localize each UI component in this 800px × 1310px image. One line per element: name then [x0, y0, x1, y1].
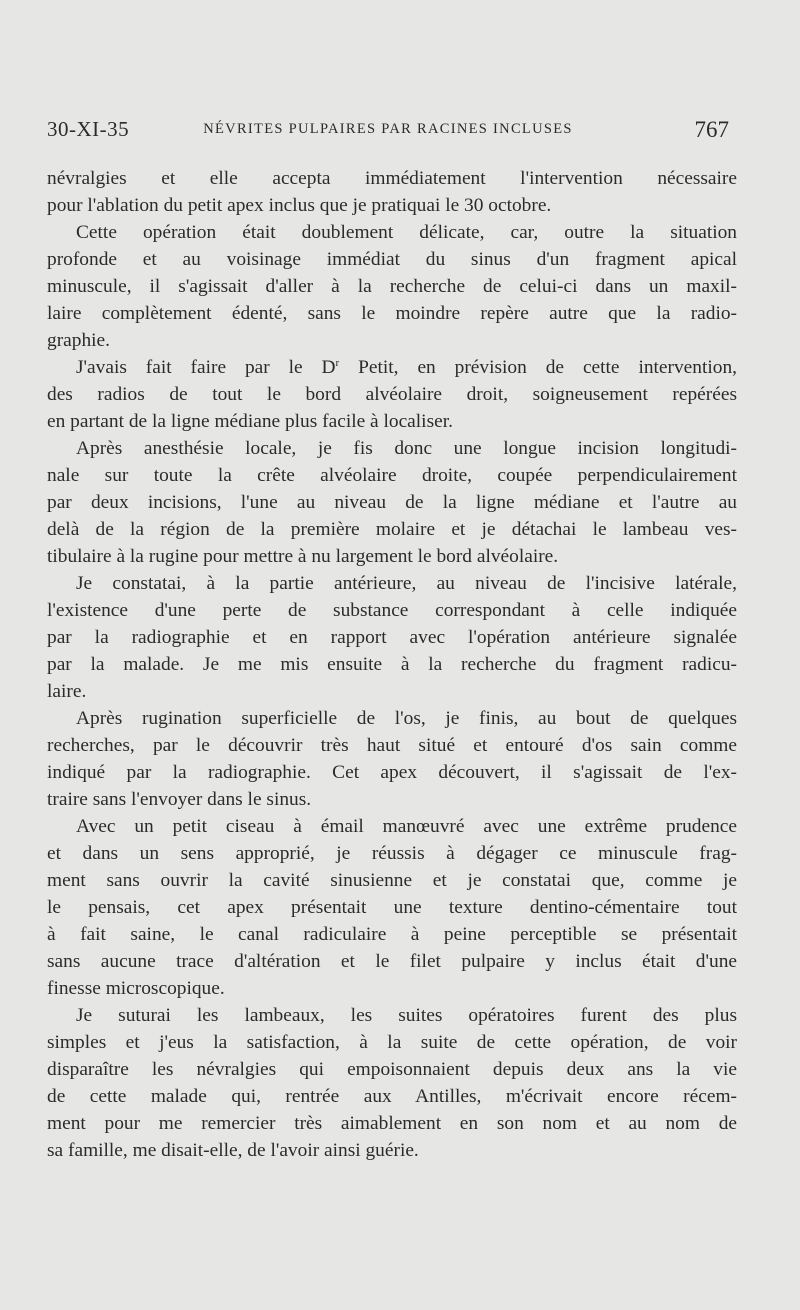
- text-line: pour l'ablation du petit apex inclus que je pratiquai le 30 octobre.: [47, 195, 552, 216]
- text-line: par deux incisions, l'une au niveau de la ligne médiane et l'autre au: [47, 492, 737, 513]
- paragraph-1: [47, 165, 737, 219]
- text-line: nale sur toute la crête alvéolaire droite, coupée perpendiculairement: [47, 465, 737, 486]
- header-date: 30-XI-35: [47, 117, 130, 141]
- text-line: Après rugination superficielle de l'os, je finis, au bout de quelques: [76, 708, 737, 729]
- text-line: sans aucune trace d'altération et le filet pulpaire y inclus était d'une: [47, 951, 737, 972]
- superscript: r: [335, 357, 340, 369]
- paragraph-2: [47, 219, 737, 354]
- paragraph-6: [47, 705, 737, 813]
- text-line: [47, 354, 737, 381]
- text-line: graphie.: [47, 330, 110, 351]
- text-line: laire complètement édenté, sans le moindre repère autre que la radio-: [47, 303, 737, 324]
- text-line: Avec un petit ciseau à émail manœuvré avec une extrême prudence: [76, 816, 737, 837]
- paragraph-4: [47, 435, 737, 570]
- text-line: tibulaire à la rugine pour mettre à nu largement le bord alvéolaire.: [47, 546, 559, 567]
- text-line: ment sans ouvrir la cavité sinusienne et je constatai que, comme je: [47, 870, 737, 891]
- text-fragment: J'avais fait faire par le D: [76, 357, 336, 378]
- text-line: recherches, par le découvrir très haut situé et entouré d'os sain comme: [47, 735, 737, 756]
- text-line: indiqué par la radiographie. Cet apex découvert, il s'agissait de l'ex-: [47, 762, 737, 783]
- text-line: sa famille, me disait-elle, de l'avoir ainsi guérie.: [47, 1140, 419, 1161]
- text-fragment: Petit, en prévision de cette intervention,: [339, 357, 737, 378]
- text-line: à fait saine, le canal radiculaire à peine perceptible se présentait: [47, 924, 737, 945]
- running-header: [47, 117, 729, 147]
- text-line: et dans un sens approprié, je réussis à dégager ce minuscule frag-: [47, 843, 737, 864]
- text-line: en partant de la ligne médiane plus facile à localiser.: [47, 411, 453, 432]
- page-number: 767: [694, 117, 729, 142]
- text-line: le pensais, cet apex présentait une texture dentino-cémentaire tout: [47, 897, 737, 918]
- text-line: traire sans l'envoyer dans le sinus.: [47, 789, 312, 810]
- text-line: minuscule, il s'agissait d'aller à la recherche de celui-ci dans un maxil-: [47, 276, 737, 297]
- text-line: Je constatai, à la partie antérieure, au niveau de l'incisive latérale,: [76, 573, 737, 594]
- text-line: Cette opération était doublement délicate, car, outre la situation: [76, 222, 737, 243]
- text-line: Je suturai les lambeaux, les suites opératoires furent des plus: [76, 1005, 737, 1026]
- header-title: NÉVRITES PULPAIRES PAR RACINES INCLUSES: [203, 121, 573, 137]
- text-line: par la malade. Je me mis ensuite à la recherche du fragment radicu-: [47, 654, 737, 675]
- text-line: finesse microscopique.: [47, 978, 225, 999]
- text-line: profonde et au voisinage immédiat du sinus d'un fragment apical: [47, 249, 737, 270]
- text-line: delà de la région de la première molaire et je détachai le lambeau ves-: [47, 519, 737, 540]
- text-line: névralgies et elle accepta immédiatement l'intervention nécessaire: [47, 168, 737, 189]
- text-line: laire.: [47, 681, 87, 702]
- text-line: disparaître les névralgies qui empoisonnaient depuis deux ans la vie: [47, 1059, 737, 1080]
- text-line: de cette malade qui, rentrée aux Antilles, m'écrivait encore récem-: [47, 1086, 737, 1107]
- paragraph-3: [47, 354, 737, 435]
- paragraph-7: [47, 813, 737, 1002]
- body-text: [47, 165, 737, 1164]
- text-line: ment pour me remercier très aimablement en son nom et au nom de: [47, 1113, 737, 1134]
- paragraph-5: [47, 570, 737, 705]
- paragraph-8: [47, 1002, 737, 1164]
- text-line: par la radiographie et en rapport avec l'opération antérieure signalée: [47, 627, 737, 648]
- text-line: simples et j'eus la satisfaction, à la suite de cette opération, de voir: [47, 1032, 737, 1053]
- text-line: des radios de tout le bord alvéolaire droit, soigneusement repérées: [47, 384, 737, 405]
- text-line: Après anesthésie locale, je fis donc une longue incision longitudi-: [76, 438, 737, 459]
- text-line: l'existence d'une perte de substance correspondant à celle indiquée: [47, 600, 737, 621]
